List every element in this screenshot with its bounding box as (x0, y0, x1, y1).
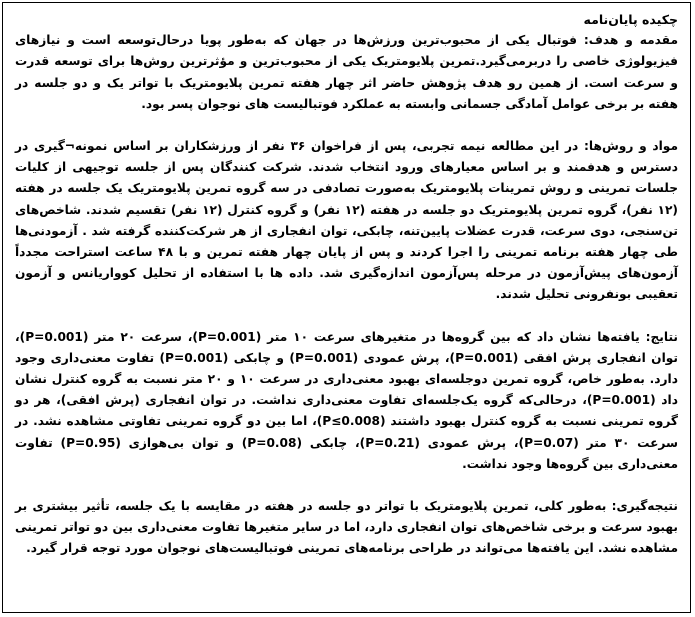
introduction-paragraph: مقدمه و هدف: فوتبال یکی از محبوب‌ترین ورزش‌ها در جهان که به‌طور پویا درحال‌توسعه است و نیازهای فیزیولوژی خاصی را دربرمی‌گیرد.تمرین پلایومتریک یکی از محبوب‌ترین و مؤثرترین روش‌ها برای توسعه قدرت و سرعت است. از همین رو هدف پژوهش حاضر اثر چهار هفته تمرین پلایومتریک با تواتر یک و دو جلسه در هفته بر برخی عوامل آمادگی جسمانی وابسته به عملکرد فوتبالیست های نوجوان پسر بود. (15, 33, 678, 111)
abstract-title: چکیده پایان‌نامه (583, 12, 678, 27)
results-paragraph: نتایج: یافته‌ها نشان داد که بین گروه‌ها در متغیرهای سرعت ۱۰ متر (P=0.001)، سرعت ۲۰ متر (P=0.001)، توان انفجاری پرش افقی (P=0.001)، پرش عمودی (P=0.001) و چابکی (P=0.001) تفاوت معنی‌داری وجود دارد. به‌طور خاص، گروه تمرین دوجلسه‌ای بهبود معنی‌داری در سرعت ۱۰ و ۲۰ متر نسبت به گروه کنترل نشان داد (P=0.001)، درحالی‌که گروه یک‌جلسه‌ای تفاوت معنی‌داری نداشت. در توان انفجاری (پرش افقی)، هر دو گروه تمرینی نسبت به گروه کنترل بهبود داشتند (P≤0.008)، اما بین دو گروه تمرینی تفاوتی مشاهده نشد. در سرعت ۳۰ متر (P=0.07)، پرش عمودی (P=0.21)، چابکی (P=0.08) و توان بی‌هوازی (P=0.95) تفاوت معنی‌داری بین گروه‌ها وجود نداشت. (15, 329, 678, 471)
methods-paragraph: مواد و روش‌ها: در این مطالعه نیمه تجربی، پس از فراخوان ۳۶ نفر از ورزشکاران بر اساس نمونه¬گیری در دسترس و هدفمند و بر اساس معیارهای ورود انتخاب شدند. شرکت کنندگان پس از جلسه توجیهی از کلیات جلسات تمرینی و روش تمرینات پلایومتریک به‌صورت تصادفی در سه گروه تمرین پلایومتریک یک جلسه در هفته (۱۲ نفر)، گروه تمرین پلایومتریک دو جلسه در هفته (۱۲ نفر) و گروه کنترل (۱۲ نفر) تقسیم شدند. شاخص‌های تن‌سنجی، دوی سرعت، قدرت عضلات پایین‌تنه، چابکی، توان انفجاری از هر شرکت‌کننده گرفته شد . آزمودنی‌ها طی چهار هفته برنامه تمرینی را اجرا کردند و پس از پایان چهار هفته تمرین و با ۴۸ ساعت استراحت مجدداً آزمون‌های پیش‌آزمون در مرحله پس‌آزمون اندازه‌گیری شد. داده ها با استفاده از تحلیل کوواریانس و آزمون تعقیبی بونفرونی تحلیل شدند. (15, 139, 678, 302)
conclusion-paragraph: نتیجه‌گیری: به‌طور کلی، تمرین پلایومتریک با تواتر دو جلسه در هفته در مقایسه با یک جلسه، تأثیر بیشتری بر بهبود سرعت و برخی شاخص‌های توان انفجاری دارد، اما در سایر متغیرها تفاوت معنی‌داری بین دو تواتر تمرینی مشاهده نشد. این یافته‌ها می‌تواند در طراحی برنامه‌های تمرینی فوتبالیست‌های نوجوان مورد توجه قرار گیرد. (15, 499, 678, 556)
abstract-box (2, 2, 691, 613)
